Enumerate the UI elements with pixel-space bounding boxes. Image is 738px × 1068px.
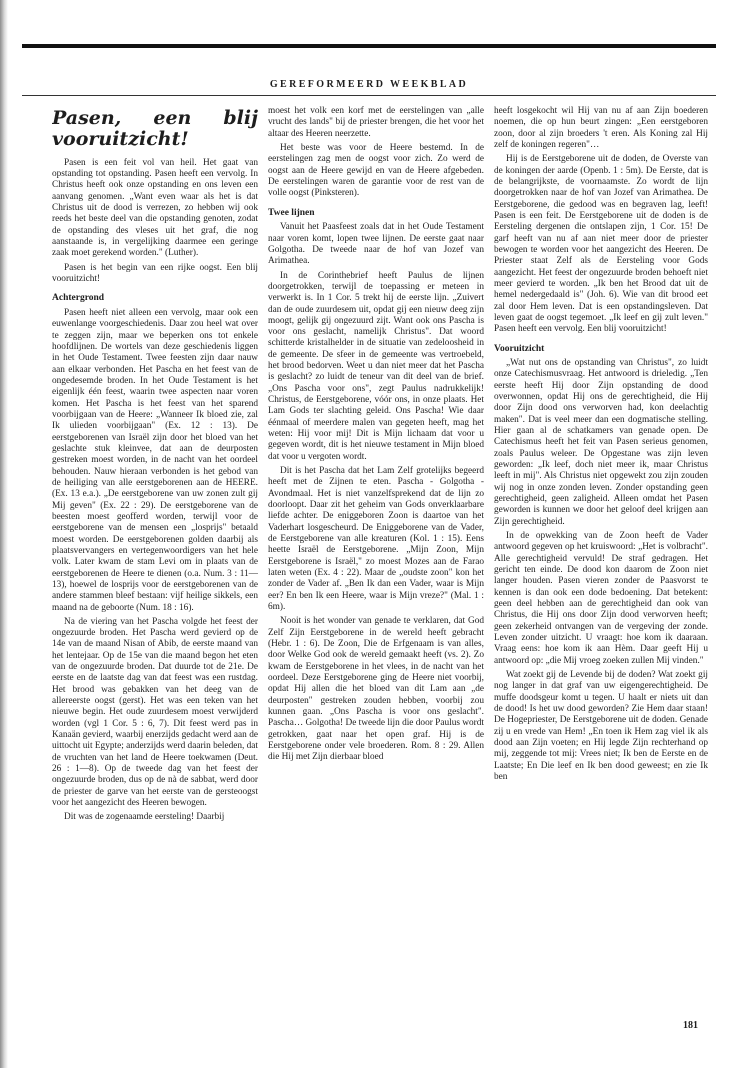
running-head: GEREFORMEERD WEEKBLAD [269, 79, 469, 90]
subheading-twee-lijnen: Twee lijnen [268, 207, 315, 218]
paragraph: Pasen heeft niet alleen een vervolg, maar ook een euwenlange voorgeschiedenis. Daar zou heel wat over te zeggen zijn, maar we beperken ons tot enkele hoofdlijnen. De wortels van deze geschiedenis liggen in het Oude Testament. Twee feesten zijn daar nauw aan elkaar verbonden. Het Pascha en het feest van de ongedesemde broden. In het Oude Testament is het eigenlijk één feest, waarin twee aspecten naar voren komen. Het Pascha is het feest van het sparend voorbijgaan van de Heere: „Wanneer Ik bloed zie, zal Ik ulieden voorbijgaan" (Ex. 12 : 13). De eerstgeborenen van Israël zijn door het bloed van het geslachte stuk kleinvee, dat aan de deurposten gestreken moest worden, in de nacht van het oordeel behouden. Nauw hieraan verbonden is het gebod van de heiliging van alle eerstgeborenen aan de HEERE. (Ex. 13 e.a.). „De eerstgeborene van uw zonen zult gij Mij geven" (Ex. 22 : 29). De eerstgeborene van de beesten moest geofferd worden, terwijl voor de eerstgeborene van de mensen een „losprijs" betaald moest worden. De eerstgeborenen golden daarbij als plaatsvervangers en vertegenwoordigers van het hele volk. Later kwam de stam Levi om in plaats van de eerstgeborenen de Heere te dienen (o.a. Num. 3 : 11—13), hoewel de losprijs voor de eerstgeborenen van de andere stammen bleef bestaan: vijf heilige sikkels, een maand na de geboorte (Num. 18 : 16). [52, 307, 258, 613]
paragraph: Wat zoekt gij de Levende bij de doden? Wat zoekt gij nog langer in dat graf van uw eigengerechtigheid. De muffe doodsgeur komt u tegen. U haalt er niets uit dan de dood! Is het uw dood geworden? Zie Hem daar staan! De Hogepriester, De Eerstgeborene uit de doden. Genade zij u en vrede van Hem! „En toen ik Hem zag viel ik als dood aan Zijn voeten; en Hij legde Zijn rechterhand op mij, zeggende tot mij: Vrees niet; Ik ben de Eerste en de Laatste; En Die leef en Ik ben dood geweest; en zie Ik ben [494, 670, 708, 782]
column-1 [52, 106, 258, 1012]
paragraph: Dit is het Pascha dat het Lam Zelf grotelijks begeerd heeft met de Zijnen te eten. Pascha - Golgotha - Avondmaal. Het is niet vanzelfsprekend dat de lijn zo doorloopt. Daar zit het geheim van Gods onverklaarbare liefde achter. De eniggeboren Zoon is daartoe van het Vaderhart losgescheurd. De Eniggeborene van de Vader, de Eerstgeborene van alle kreaturen (Kol. 1 : 15). Eens heette Israël de Eerstgeborene. „Mijn Zoon, Mijn Eerstgeborene is Israël," zo moest Mozes aan de Farao laten weten (Ex. 4 : 22). Maar de „oudste zoon" kon het zonder de Vader af. „Ben Ik dan een Vader, waar is Mijn eer? En ben Ik een Heere, waar is Mijn vreze?" (Mal. 1 : 6m). [268, 466, 484, 613]
paragraph: Vanuit het Paasfeest zoals dat in het Oude Testament naar voren komt, lopen twee lijnen. De eerste gaat naar Golgotha. De tweede naar de hof van Jozef van Arimathea. [268, 222, 484, 267]
top-thick-rule [22, 44, 716, 48]
paragraph: Het beste was voor de Heere bestemd. In de eerstelingen zag men de oogst voor zich. Zo werd de oogst aan de Heere gewijd en van de Heere afgebeden. De eerstelingen waren de garantie voor de rest van de volle oogst (Pinksteren). [268, 142, 484, 199]
paragraph: „Wat nut ons de opstanding van Christus", zo luidt onze Catechismusvraag. Het antwoord is drieledig. „Ten eerste heeft Hij door Zijn opstanding de dood overwonnen, opdat Hij ons de gerechtigheid, die Hij door Zijn dood ons verworven had, kon deelachtig maken". Dat is veel meer dan een dogmatische stelling. Hier gaan al de schatkamers van genade open. De Catechismus heeft het feit van Pasen serieus genomen, zoals Paulus weleer. De Opgestane was zijn leven geworden: „Ik leef, doch niet meer ik, maar Christus leeft in mij". Als Christus niet opgewekt zou zijn zouden wij nog in onze zonden leven. Zonder opstanding geen gerechtigheid, geen zaligheid. Alleen omdat het Pasen geworden is kunnen we door het geloof deel krijgen aan Zijn gerechtigheid. [494, 358, 708, 527]
page-number: 181 [683, 1020, 698, 1031]
column-3 [494, 106, 708, 1012]
paragraph: In de Corinthebrief heeft Paulus de lijnen doorgetrokken, terwijl de toepassing er meteen in verwerkt is. In 1 Cor. 5 trekt hij de eerste lijn. „Zuivert dan de oude zuurdesem uit, opdat gij een nieuw deeg zijn moogt, gelijk gij ongezuurd zijt. Want ook ons Pascha is voor ons geslacht, namelijk Christus". Dat woord schitterde kristalhelder in de situatie van zedeloosheid in de gemeente. De sfeer in de gemeente was vertroebeld, het brood bedorven. Weet u dan niet meer dat het Pascha is geslacht? zo luidt de teneur van dit deel van de brief. „Ons Pascha voor ons", zegt Paulus nadrukkelijk! Christus, de Eerstgeborene, vóór ons, in onze plaats. Het Lam Gods ter slachting geleid. Ons Pascha! Wie daar éénmaal of meerdere malen van gegeten heeft, mag het weten: Hij voor mij! Dit is Mijn lichaam dat voor u gegeven wordt, dit is het nieuwe testament in Mijn bloed dat voor u vergoten wordt. [268, 270, 484, 462]
column-2 [268, 106, 484, 1012]
paragraph: Hij is de Eerstgeborene uit de doden, de Overste van de koningen der aarde (Openb. 1 : 5m). De Eerste, dat is de belangrijkste, de voornaamste. Zo wordt de lijn doorgetrokken naar de hof van Jozef van Arimathea. De Eerstgeborene, die gedood was en begraven lag, leeft! Pasen is een feit. De Eerstgeborene uit de doden is de Eersteling dergenen die ontslapen zijn, 1 Cor. 15! De garf heeft van nu af aan niet meer door de priester bewogen te worden voor het aangezicht des Heeren. De Priester staat Zelf als de Eersteling voor Gods aangezicht. Het feest der ongezuurde broden behoeft niet meer gevierd te worden. „Ik ben het Brood dat uit de hemel nedergedaald is" (Joh. 6). Wie van dit brood eet zal door Hem leven. Dat is een opstandingsleven. Dat leven gaat de oogst tegemoet. „Ik leef en gij zult leven." Pasen heeft een vervolg. Een blij vooruitzicht! [494, 154, 708, 335]
subheading-vooruitzicht: Vooruitzicht [494, 343, 545, 354]
paragraph: Dit was de zogenaamde eersteling! Daarbij [64, 812, 225, 823]
paragraph: In de opwekking van de Zoon heeft de Vader antwoord gegeven op het kruiswoord: „Het is volbracht". Alle gerechtigheid vervuld! De straf gedragen. Het gericht ten einde. De dood kon daarom de Zoon niet langer houden. Pasen vieren zonder de Paasvorst te kennen is dan ook een dode bedoening. Dat betekent: geen deel hebben aan de gerechtigheid dan ook van Christus, die Hij ons door Zijn dood verworven heeft; geen zekerheid ontvangen van de vergeving der zonde. Leven zonder uitzicht. U vraagt: hoe kom ik daaraan. Vraag eens: hoe kom ik aan Hèm. Daar geeft Hij u antwoord op: „die Mij vroeg zoeken zullen Mij vinden." [494, 531, 708, 666]
paragraph: Nooit is het wonder van genade te verklaren, dat God Zelf Zijn Eerstgeborene in de wereld heeft gebracht (Hebr. 1 : 6). De Zoon, Die de Erfgenaam is van alles, door Welke God ook de wereld gemaakt heeft (vs. 2). Zo kwam de Eerstgeborene in het vlees, in de nacht van het oordeel. Deze Eerstgeborene ging de Heere niet voorbij, opdat Hij allen die het bloed van dit Lam aan „de deurposten" gestreken zouden hebben, voorbij zou kunnen gaan. „Ons Pascha is voor ons geslacht". Pascha… Golgotha! De tweede lijn die door Paulus wordt getrokken, gaat naar het open graf. Hij is de Eerstgeborene onder vele broederen. Rom. 8 : 29. Allen die Hij met Zijn dierbaar bloed [268, 616, 484, 763]
article-title: Pasen, een blij vooruitzicht! [52, 107, 258, 150]
paragraph: Pasen is een feit vol van heil. Het gaat van opstanding tot opstanding. Pasen heeft een vervolg. In Christus heeft ook onze opstanding en ons leven een aanvang genomen. „Want even waar als het is dat Christus uit de dood is verrezen, zo hebben wij ook reeds het beste deel van die opstanding genoten, zodat de opstanding des vleses uit het graf, die nog aanstaande is, in vergelijking daarmee een geringe zaak moet gerekend worden." (Luther). [52, 157, 258, 259]
header-thin-rule [22, 95, 716, 96]
subheading-achtergrond: Achtergrond [52, 293, 105, 304]
scan-edge-shadow [0, 0, 8, 1068]
paragraph: Pasen is het begin van een rijke oogst. Een blij vooruitzicht! [52, 262, 258, 285]
paragraph: heeft losgekocht wil Hij van nu af aan Zijn boederen noemen, die op hun beurt zingen: „Een eerstgeboren zoon, door al zijn broeders 't eren. Als Koning zal Hij zelf de koningen regeren"… [494, 106, 708, 150]
paragraph: moest het volk een korf met de eerstelingen van „alle vrucht des lands" bij de priester brengen, die het voor het altaar des Heeren neerzette. [268, 106, 484, 139]
paragraph: Na de viering van het Pascha volgde het feest der ongezuurde broden. Het Pascha werd gevierd op de 14e van de maand Nisan of Abib, de eerste maand van het lentejaar. Op de 15e van die maand begon het eten van de ongezuurde broden. Dat duurde tot de 21e. De eerste en de laatste dag van dat feest was een rustdag. Het brood was gebakken van het deeg van de allereerste oogst (gerst). Het was een teken van het nieuwe begin. Het oude zuurdesem moest verwijderd worden (vgl 1 Cor. 5 : 6, 7). Dit feest werd pas in Kanaän gevierd, waarbij enerzijds gedacht werd aan de uittocht uit Egypte; anderzijds werd daarin beleden, dat de vruchten van het land de Heere toekwamen (Deut. 26 : 1—8). Op de tweede dag van het feest der ongezuurde broden, dus op de nà de sabbat, werd door de priester de garve van het eerste van de gersteoogst voor het aangezicht des Heeren bewogen. [52, 616, 258, 809]
